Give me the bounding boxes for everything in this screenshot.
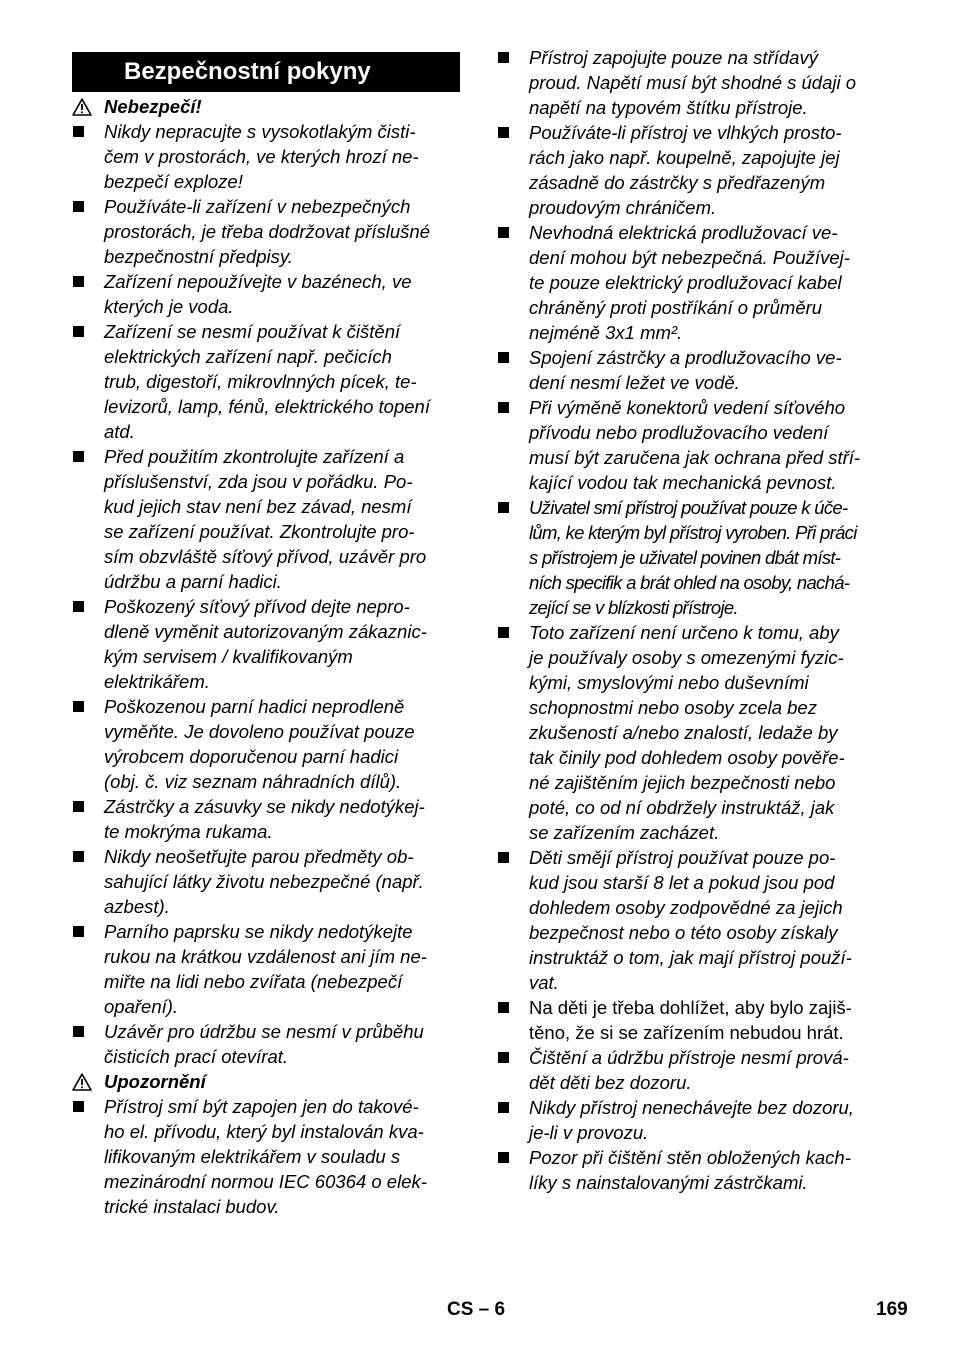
list-item: Zástrčky a zásuvky se nikdy nedotýkej- te mokrýma rukama. xyxy=(72,794,460,844)
list-item: Na děti je třeba dohlížet, aby bylo zajiš- těno, že si se zařízením nebudou hrát. xyxy=(497,995,889,1045)
square-bullet-icon xyxy=(73,1101,84,1112)
square-bullet-icon xyxy=(498,1152,509,1163)
square-bullet-icon xyxy=(73,276,84,287)
square-bullet-icon xyxy=(498,227,509,238)
square-bullet-icon xyxy=(73,201,84,212)
list-item: Nikdy nepracujte s vysokotlakým čisti- čem v prostorách, ve kterých hrozí ne- bezpečí exploze! xyxy=(72,119,460,194)
square-bullet-icon xyxy=(498,52,509,63)
square-bullet-icon xyxy=(73,326,84,337)
warning-triangle-icon xyxy=(72,1073,92,1091)
list-item: Nikdy neošetřujte parou předměty ob- sahující látky životu nebezpečné (např. azbest). xyxy=(72,844,460,919)
list-item: Poškozený síťový přívod dejte nepro- dleně vyměnit autorizovaným zákaznic- kým servisem / kvalifikovaným elektrikářem. xyxy=(72,594,460,694)
square-bullet-icon xyxy=(73,601,84,612)
danger-list xyxy=(72,119,460,1069)
caution-list-left xyxy=(72,1094,460,1219)
list-item: Spojení zástrčky a prodlužovacího ve- dení nesmí ležet ve vodě. xyxy=(497,345,889,395)
list-item: Čištění a údržbu přístroje nesmí prová- dět děti bez dozoru. xyxy=(497,1045,889,1095)
list-item: Používáte-li zařízení v nebezpečných prostorách, je třeba dodržovat příslušné bezpečnostní předpisy. xyxy=(72,194,460,269)
square-bullet-icon xyxy=(73,926,84,937)
square-bullet-icon xyxy=(498,402,509,413)
list-item: Při výměně konektorů vedení síťového přívodu nebo prodlužovacího vedení musí být zaručena jak ochrana před stří- kající vodou tak mechanická pevnost. xyxy=(497,395,889,495)
list-item: Uzávěr pro údržbu se nesmí v průběhu čisticích prací otevírat. xyxy=(72,1019,460,1069)
square-bullet-icon xyxy=(73,851,84,862)
list-item: Uživatel smí přístroj používat pouze k úče- lům, ke kterým byl přístroj vyroben. Při práci s přístrojem je uživatel povinen dbát míst- ních specifik a brát ohled na osoby, nachá- zející se v blízkosti přístroje. xyxy=(497,495,889,620)
danger-label: Nebezpečí! xyxy=(104,96,202,117)
warning-triangle-icon xyxy=(72,98,92,116)
list-item: Zařízení nepoužívejte v bazénech, ve kterých je voda. xyxy=(72,269,460,319)
square-bullet-icon xyxy=(498,627,509,638)
danger-heading xyxy=(72,94,460,119)
square-bullet-icon xyxy=(498,1052,509,1063)
list-item: Před použitím zkontrolujte zařízení a příslušenství, zda jsou v pořádku. Po- kud jejich stav není bez závad, nesmí se zařízení používat. Zkontrolujte pro- sím obzvláště síťový přívod, uzávěr pro údržbu a parní hadici. xyxy=(72,444,460,594)
page-number: 169 xyxy=(876,1299,908,1320)
caution-heading xyxy=(72,1069,460,1094)
list-item: Nikdy přístroj nenechávejte bez dozoru, je-li v provozu. xyxy=(497,1095,889,1145)
square-bullet-icon xyxy=(73,451,84,462)
list-item: Pozor při čištění stěn obložených kach- líky s nainstalovanými zástrčkami. xyxy=(497,1145,889,1195)
list-item: Přístroj smí být zapojen jen do takové- ho el. přívodu, který byl instalován kva- lifikovaným elektrikářem v souladu s mezinárodní normou IEC 60364 o elek- trické instalaci budov. xyxy=(72,1094,460,1219)
list-item: Používáte-li přístroj ve vlhkých prosto- rách jako např. koupelně, zapojujte jej zásadně do zástrčky s předřazeným proudovým chráničem. xyxy=(497,120,889,220)
list-item: Zařízení se nesmí používat k čištění elektrických zařízení např. pečicích trub, digestoří, mikrovlnných pícek, te- levizorů, lamp, fénů, elektrického topení atd. xyxy=(72,319,460,444)
left-column xyxy=(72,45,460,1219)
list-item: Přístroj zapojujte pouze na střídavý proud. Napětí musí být shodné s údaji o napětí na typovém štítku přístroje. xyxy=(497,45,889,120)
list-item: Poškozenou parní hadici neprodleně vyměňte. Je dovoleno používat pouze výrobcem doporučenou parní hadici (obj. č. viz seznam náhradních dílů). xyxy=(72,694,460,794)
list-item: Parního paprsku se nikdy nedotýkejte rukou na krátkou vzdálenost ani jím ne- miřte na lidi nebo zvířata (nebezpečí opaření). xyxy=(72,919,460,1019)
square-bullet-icon xyxy=(498,1102,509,1113)
square-bullet-icon xyxy=(73,801,84,812)
square-bullet-icon xyxy=(73,126,84,137)
list-item: Děti smějí přístroj používat pouze po- kud jsou starší 8 let a pokud jsou pod dohledem osoby zodpovědné za jejich bezpečnost nebo o této osoby získaly instruktáž o tom, jak mají přístroj použí- vat. xyxy=(497,845,889,995)
square-bullet-icon xyxy=(73,1026,84,1037)
caution-list-right xyxy=(497,45,889,1195)
square-bullet-icon xyxy=(498,1002,509,1013)
section-title: Bezpečnostní pokyny xyxy=(72,52,460,92)
list-item: Nevhodná elektrická prodlužovací ve- dení mohou být nebezpečná. Používej- te pouze elektrický prodlužovací kabel chráněný proti postříkání o průměru nejméně 3x1 mm². xyxy=(497,220,889,345)
list-item: Toto zařízení není určeno k tomu, aby je používaly osoby s omezenými fyzic- kými, smyslovými nebo duševními schopnostmi nebo osoby zcela bez zkušeností a/nebo znalostí, ledaže by tak činily pod dohledem osoby pověře- né zajištěním jejich bezpečnosti nebo poté, co od ní obdržely instruktáž, jak se zařízením zacházet. xyxy=(497,620,889,845)
square-bullet-icon xyxy=(498,502,509,513)
square-bullet-icon xyxy=(73,701,84,712)
square-bullet-icon xyxy=(498,127,509,138)
square-bullet-icon xyxy=(498,852,509,863)
right-column xyxy=(497,45,889,1195)
caution-label: Upozornění xyxy=(104,1071,206,1092)
square-bullet-icon xyxy=(498,352,509,363)
page-section-label: CS – 6 xyxy=(447,1299,506,1320)
